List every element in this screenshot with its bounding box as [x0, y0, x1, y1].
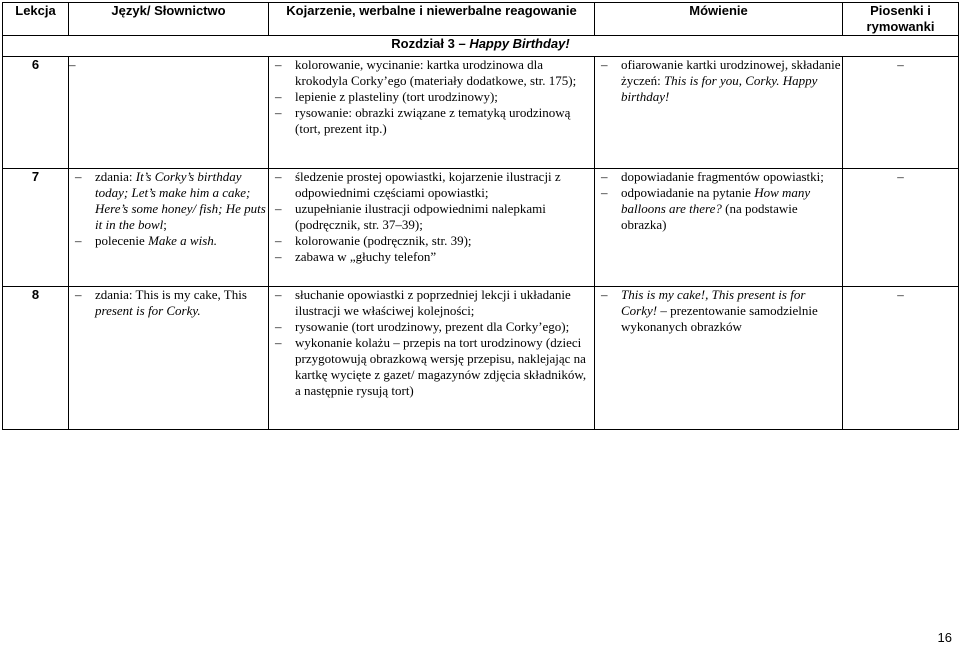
- list-item-text: zdania:: [95, 169, 136, 184]
- lesson-plan-table: [2, 2, 959, 430]
- list-item: [269, 287, 594, 319]
- list-item: [269, 105, 594, 137]
- list-item: [269, 233, 594, 249]
- songs-cell: [843, 287, 959, 430]
- list-item-text: present is for Corky.: [95, 303, 201, 318]
- vocab-cell: [69, 57, 269, 169]
- header-songs: Piosenki i rymowanki: [843, 3, 959, 36]
- list-item-text: kolorowanie, wycinanie: kartka urodzinowa dla krokodyla Corky’ego (materiały dodatkowe, str. 175);: [295, 57, 577, 88]
- list-item-text: zabawa w „głuchy telefon”: [295, 249, 437, 264]
- chapter-heading: [3, 36, 959, 57]
- list-item: [269, 335, 594, 399]
- speaking-cell: [595, 287, 843, 430]
- page-number: 16: [937, 630, 952, 645]
- list-item: [69, 287, 268, 319]
- list-item-text: This is my cake!, This present is for Corky!: [621, 287, 806, 318]
- speaking-list: [595, 57, 842, 105]
- list-item-text: rysowanie (tort urodzinowy, prezent dla Corky’ego);: [295, 319, 570, 334]
- list-item-text: dopowiadanie fragmentów opowiastki;: [621, 169, 824, 184]
- lesson-number: 7: [3, 169, 69, 287]
- list-item-text: This is for you, Corky. Happy birthday!: [621, 73, 818, 104]
- speaking-cell: [595, 169, 843, 287]
- list-item-text: śledzenie prostej opowiastki, kojarzenie ilustracji z odpowiednimi częściami opowiastki;: [295, 169, 561, 200]
- speaking-list: [595, 169, 842, 233]
- list-item-text: polecenie: [95, 233, 149, 248]
- reacting-list: [269, 287, 594, 399]
- list-item-text: wykonanie kolażu – przepis na tort urodzinowy (dzieci przygotowują obrazkową wersję przepisu, naklejając na kartkę wycięte z gazet/ magazynów zdjęcia składników, a następnie rysują tort): [295, 335, 587, 398]
- list-item: [595, 57, 842, 105]
- list-item: [595, 169, 842, 185]
- list-item: [69, 169, 268, 233]
- songs-cell: [843, 169, 959, 287]
- vocab-cell: [69, 287, 269, 430]
- songs-cell: [843, 57, 959, 169]
- vocab-list: [69, 287, 268, 319]
- list-item-text: ofiarowanie kartki urodzinowej, składanie życzeń:: [621, 57, 841, 88]
- list-item-text: słuchanie opowiastki z poprzedniej lekcji i układanie ilustracji we właściwej kolejności;: [295, 287, 571, 318]
- speaking-list: [595, 287, 842, 335]
- list-item-text: It’s Corky’s birthday today; Let’s make him a cake; Here’s some honey/ fish; He puts it in the bowl: [95, 169, 266, 232]
- list-item-text: (na podstawie obrazka): [621, 201, 798, 232]
- header-lesson: Lekcja: [3, 3, 69, 36]
- list-item: [269, 319, 594, 335]
- list-item-text: Make a wish.: [148, 233, 218, 248]
- list-item-text: kolorowanie (podręcznik, str. 39);: [295, 233, 472, 248]
- chapter-title: Happy Birthday!: [469, 36, 570, 51]
- list-item-text: – prezentowanie samodzielnie wykonanych obrazków: [621, 303, 818, 334]
- list-item: [269, 57, 594, 89]
- vocab-list: [69, 169, 268, 249]
- list-item: [269, 169, 594, 201]
- empty-dash: –: [897, 169, 904, 184]
- list-item-text: zdania: This is my cake, This: [95, 287, 247, 302]
- header-speaking: Mówienie: [595, 3, 843, 36]
- header-row: [3, 3, 959, 36]
- list-item: [269, 249, 594, 265]
- chapter-row: [3, 36, 959, 57]
- vocab-cell: [69, 169, 269, 287]
- list-item-text: uzupełnianie ilustracji odpowiednimi nalepkami (podręcznik, str. 37–39);: [295, 201, 546, 232]
- header-vocabulary: Język/ Słownictwo: [69, 3, 269, 36]
- list-item-text: ;: [163, 217, 167, 232]
- list-item: [69, 233, 268, 249]
- table-row: [3, 169, 959, 287]
- empty-dash: –: [897, 287, 904, 302]
- list-item: [269, 201, 594, 233]
- empty-dash: –: [897, 57, 904, 72]
- reacting-cell: [269, 57, 595, 169]
- empty-dash: –: [69, 57, 76, 72]
- list-item-text: rysowanie: obrazki związane z tematyką urodzinową (tort, prezent itp.): [295, 105, 571, 136]
- list-item-text: odpowiadanie na pytanie: [621, 185, 755, 200]
- list-item: [595, 185, 842, 233]
- chapter-label: Rozdział 3 –: [391, 36, 466, 51]
- list-item: [595, 287, 842, 335]
- table-row: [3, 287, 959, 430]
- reacting-list: [269, 57, 594, 137]
- reacting-cell: [269, 169, 595, 287]
- list-item-text: lepienie z plasteliny (tort urodzinowy);: [295, 89, 498, 104]
- header-reacting: Kojarzenie, werbalne i niewerbalne reagowanie: [269, 3, 595, 36]
- reacting-cell: [269, 287, 595, 430]
- lesson-number: 8: [3, 287, 69, 430]
- list-item: [269, 89, 594, 105]
- speaking-cell: [595, 57, 843, 169]
- table-row: [3, 57, 959, 169]
- list-item-text: How many balloons are there?: [621, 185, 811, 216]
- lesson-number: 6: [3, 57, 69, 169]
- reacting-list: [269, 169, 594, 265]
